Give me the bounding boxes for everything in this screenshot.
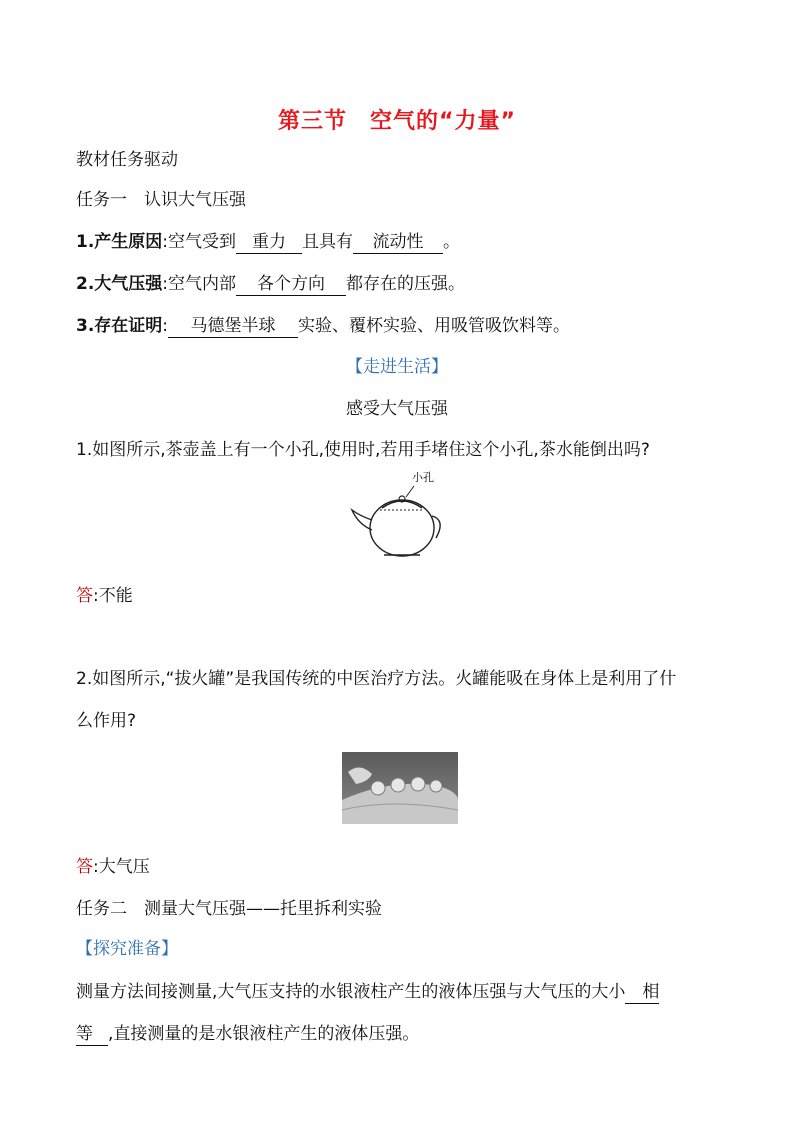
task2-blank-part2: 等: [76, 1023, 108, 1046]
question-2-answer: [76, 855, 150, 879]
teapot-icon: [350, 472, 446, 562]
item3-blank-a: 马德堡半球: [168, 315, 298, 338]
item3-label: 3.存在证明: [76, 316, 163, 336]
life-bracket-title: 【走进生活】: [346, 357, 448, 377]
task2-bracket-title: 【探究准备】: [76, 939, 178, 959]
answer-2-text: :大气压: [93, 857, 150, 877]
question-2-text-line2: 么作用?: [76, 711, 137, 731]
answer-1-text: :不能: [93, 586, 133, 606]
item1-text-b: 且具有: [302, 232, 354, 252]
task2-heading: 任务二 测量大气压强——托里拆利实验: [76, 899, 382, 919]
answer-2-prefix: 答: [76, 857, 93, 877]
item2-text-a: :空气内部: [162, 274, 237, 294]
item1-label: 1.产生原因: [76, 232, 163, 252]
item2-blank-a: 各个方向: [236, 273, 346, 296]
task1-item3: [76, 314, 570, 338]
task1-item1: [76, 230, 460, 254]
task1-item2: [76, 272, 465, 296]
item1-text-a: :空气受到: [162, 232, 237, 252]
item3-text-a: :: [162, 316, 169, 336]
answer-1-prefix: 答: [76, 586, 93, 606]
task2-para-text2: ,直接测量的是水银液柱产生的液体压强。: [108, 1024, 420, 1044]
item2-label: 2.大气压强: [76, 274, 163, 294]
cupping-image: [342, 752, 458, 824]
task2-para-line2: [76, 1022, 419, 1046]
task2-para-text1: 测量方法间接测量,大气压支持的水银液柱产生的液体压强与大气压的大小: [76, 982, 626, 1002]
item1-blank-a: 重力: [236, 231, 302, 254]
task2-para-line1: [76, 980, 659, 1004]
question-2-text-line1: 2.如图所示,“拔火罐”是我国传统的中医治疗方法。火罐能吸在身体上是利用了什: [76, 669, 677, 689]
question-1-text: 1.如图所示,茶壶盖上有一个小孔,使用时,若用手堵住这个小孔,茶水能倒出吗?: [76, 440, 650, 460]
teapot-hole-label: 小孔: [412, 471, 434, 484]
cupping-photo: [342, 752, 458, 824]
item1-blank-b: 流动性: [353, 231, 443, 254]
teapot-figure: [350, 472, 446, 562]
section-label: 教材任务驱动: [76, 150, 178, 170]
item1-text-c: 。: [443, 232, 461, 252]
page-title: 第三节 空气的“力量”: [278, 109, 516, 134]
life-subtitle: 感受大气压强: [346, 399, 448, 419]
question-1-answer: [76, 584, 133, 608]
task1-heading: 任务一 认识大气压强: [76, 190, 246, 210]
task2-blank-part1: 相: [625, 981, 659, 1004]
item2-text-b: 都存在的压强。: [346, 274, 466, 294]
item3-text-b: 实验、覆杯实验、用吸管吸饮料等。: [298, 316, 571, 336]
